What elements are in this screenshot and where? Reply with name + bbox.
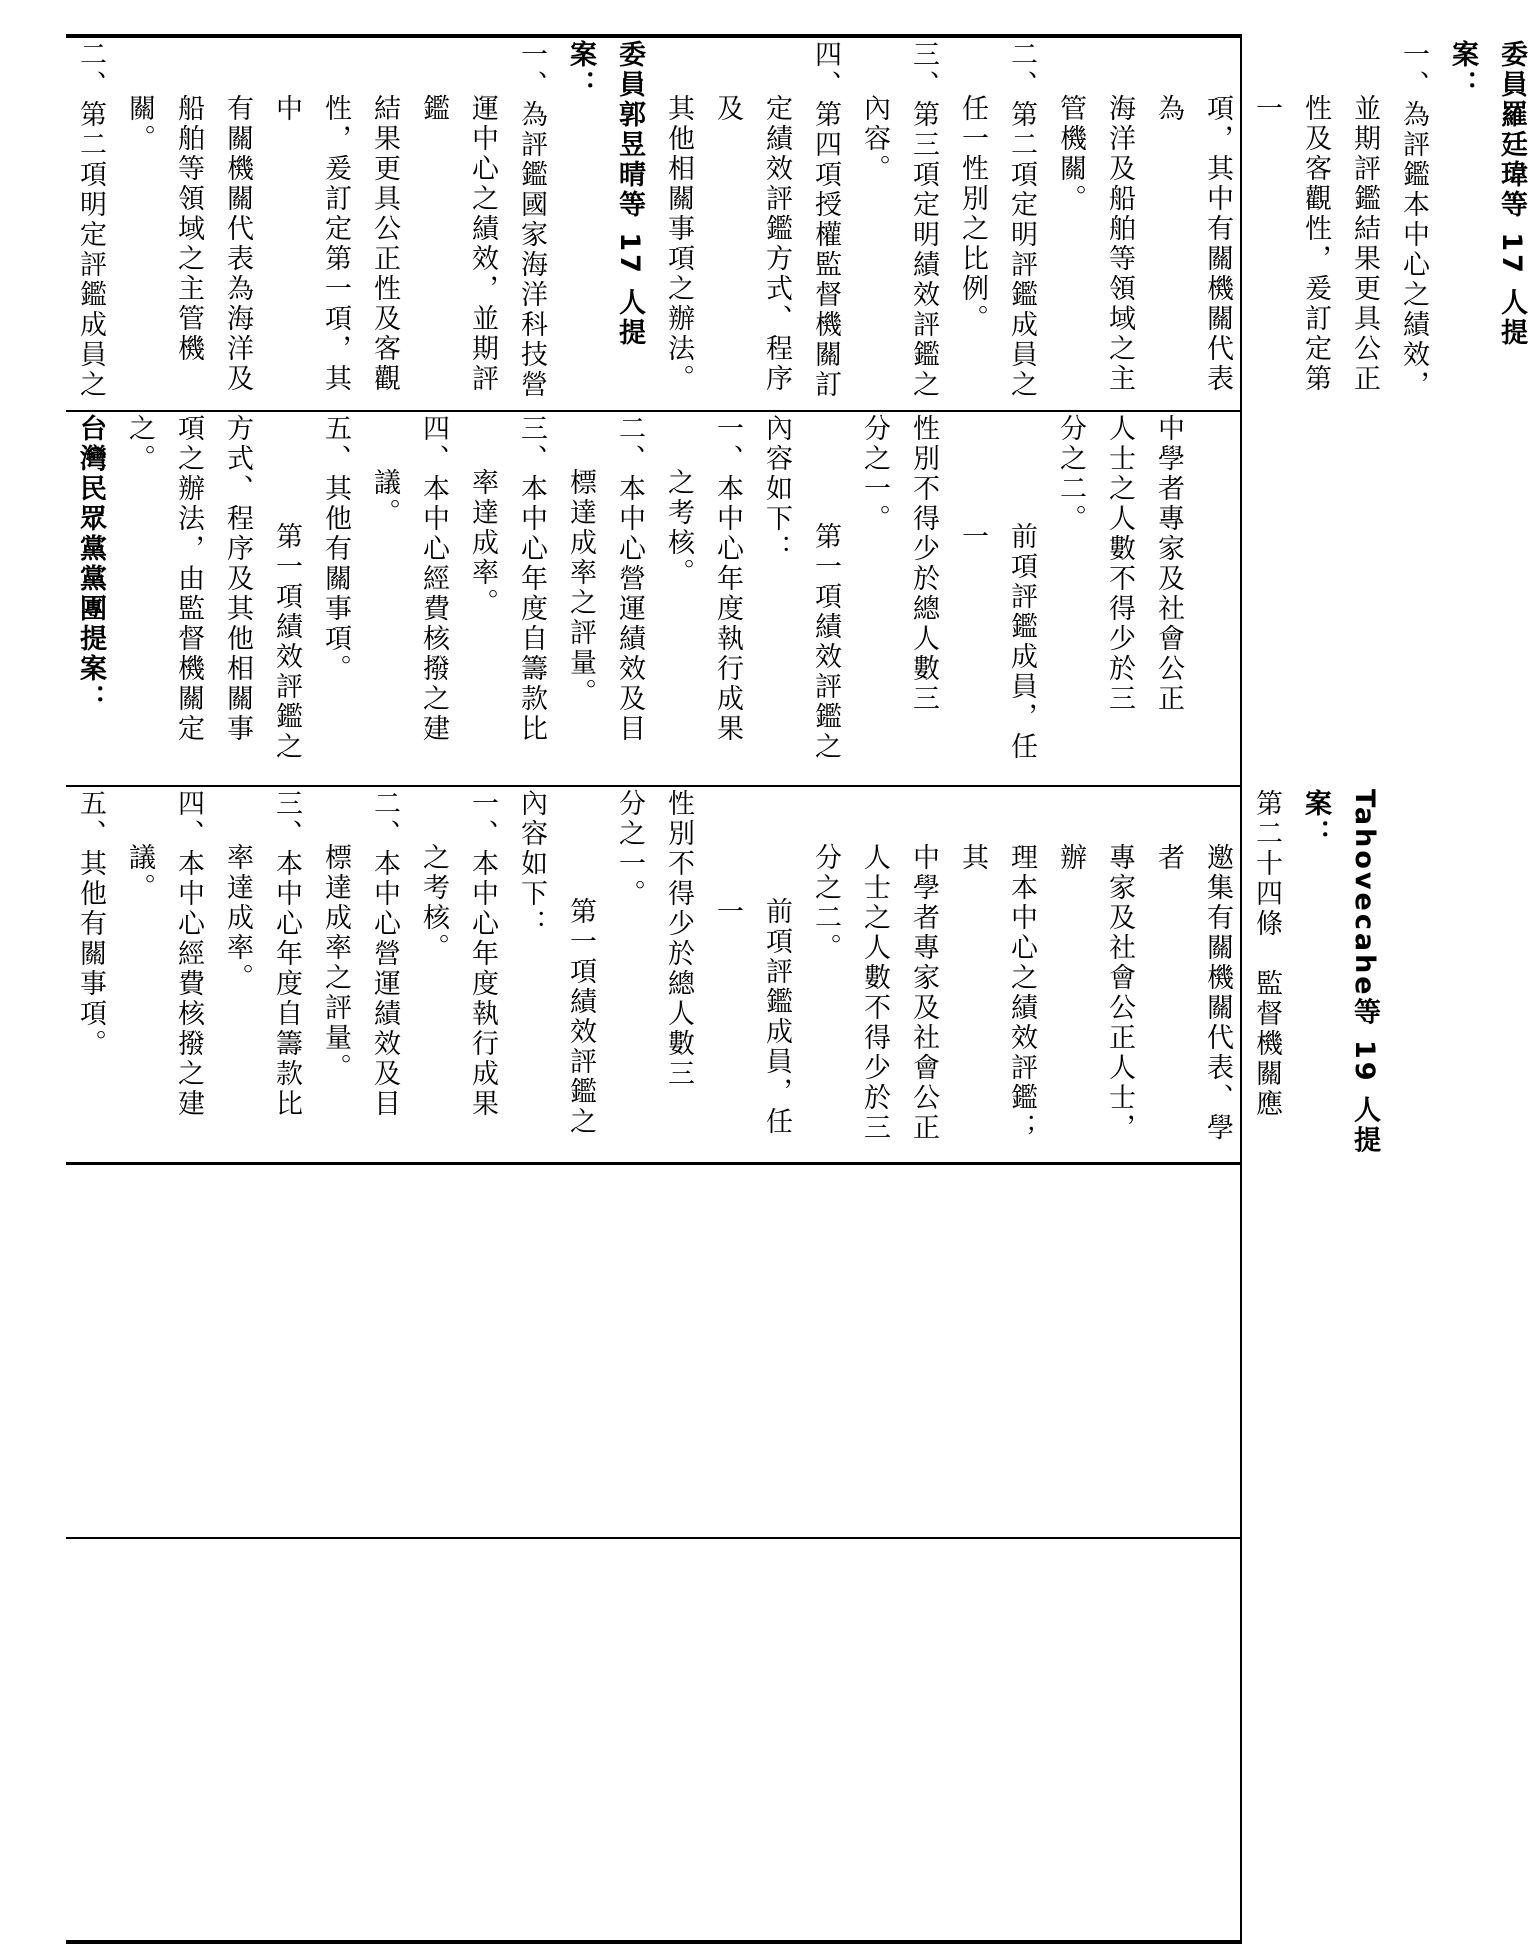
text-line: 五、其他有關事項。 [320, 414, 351, 684]
text-line: 運中心之績效，並期評鑑 [418, 94, 498, 394]
text-line: 分之二。 [810, 843, 841, 963]
text-line: 率達成率。 [222, 843, 253, 993]
text-line: 二、第二項定明評鑑成員之 [1006, 40, 1037, 400]
column-middle-text [66, 414, 1193, 782]
text-line: 第一項績效評鑑之 [810, 522, 841, 762]
column-right [66, 40, 1527, 408]
text-line: 定績效評鑑方式、程序及 [712, 94, 792, 394]
text-line: 內容如下： [516, 789, 547, 939]
text-line: 分之一。 [614, 789, 645, 909]
text-line: 海洋及船舶等領域之主 [1104, 94, 1135, 394]
text-line: 性別不得少於總人數三 [663, 789, 694, 1089]
text-line: 一、本中心年度執行成果 [712, 414, 743, 744]
text-line: 第一項績效評鑑之 [271, 522, 302, 762]
text-line: 第一項績效評鑑之 [565, 897, 596, 1137]
text-line: 率達成率。 [467, 468, 498, 618]
text-line: 內容如下： [761, 414, 792, 564]
text-line: 之考核。 [663, 468, 694, 588]
text-line: 分之一。 [859, 414, 890, 534]
bottom-border [66, 1940, 1242, 1944]
section-divider-4 [66, 1537, 1242, 1539]
text-line: 三、第三項定明績效評鑑之 [908, 40, 939, 400]
text-line: 二、本中心營運績效及目 [614, 414, 645, 744]
proposal-heading: Tahovecahe等 19 人提案： [1300, 789, 1380, 1156]
text-line: 標達成率之評量。 [565, 468, 596, 708]
text-line: 之。 [124, 414, 155, 474]
text-line: 管機關。 [1055, 94, 1086, 214]
text-line: 四、第四項授權監督機關訂 [810, 40, 841, 400]
text-line: 項之辦法，由監督機關定 [173, 414, 204, 744]
text-line: 四、本中心經費核撥之建 [173, 789, 204, 1119]
text-line: 其他相關事項之辦法。 [663, 94, 694, 394]
section-divider-1 [66, 410, 1242, 412]
text-line: 專家及社會公正人士，辦 [1055, 843, 1135, 1143]
section-divider-2 [66, 785, 1242, 787]
text-line: 三、本中心年度自籌款比 [516, 414, 547, 744]
text-line: 五、其他有關事項。 [75, 789, 106, 1059]
text-line: 性別不得少於總人數三 [908, 414, 939, 714]
column-left-text [66, 789, 1389, 1159]
text-line: 前項評鑑成員，任一 [957, 522, 1037, 762]
text-line: 內容。 [859, 94, 890, 184]
text-line: 一、為評鑑本中心之績效， [1398, 40, 1429, 400]
text-line: 二、本中心營運績效及目 [369, 789, 400, 1119]
text-line: 性，爰訂定第一項，其中 [271, 94, 351, 394]
text-line: 三、本中心年度自籌款比 [271, 789, 302, 1119]
column-right-text [66, 40, 1536, 408]
text-line: 議。 [369, 468, 400, 528]
text-line: 議。 [124, 843, 155, 903]
text-line: 二、第二項明定評鑑成員之 [75, 40, 106, 400]
text-line: 中學者專家及社會公正 [908, 843, 939, 1143]
text-line: 結果更具公正性及客觀 [369, 94, 400, 394]
text-line: 並期評鑑結果更具公正 [1349, 94, 1380, 394]
section-divider-3 [66, 1162, 1242, 1165]
text-line: 前項評鑑成員，任一 [712, 897, 792, 1137]
text-line: 性及客觀性，爰訂定第一 [1251, 94, 1331, 394]
text-line: 人士之人數不得少於三 [859, 843, 890, 1143]
text-line: 之考核。 [418, 843, 449, 963]
text-line: 有關機關代表為海洋及 [222, 94, 253, 394]
text-line: 一、本中心年度執行成果 [467, 789, 498, 1119]
column-left [66, 789, 1380, 1159]
top-border [66, 34, 1242, 38]
text-line: 理本中心之績效評鑑；其 [957, 843, 1037, 1143]
text-line: 一、為評鑑國家海洋科技營 [516, 40, 547, 400]
column-middle [66, 414, 1240, 782]
text-line: 中學者專家及社會公正 [1153, 414, 1184, 714]
text-line: 分之二。 [1055, 414, 1086, 534]
text-line: 標達成率之評量。 [320, 843, 351, 1083]
text-line: 第二十四條 監督機關應 [1251, 789, 1282, 1119]
text-line: 項，其中有關機關代表為 [1153, 94, 1233, 394]
proposal-heading: 台灣民眾黨黨團提案： [75, 414, 106, 714]
text-line: 任一性別之比例。 [957, 94, 988, 334]
text-line: 方式、程序及其他相關事 [222, 414, 253, 744]
text-line: 人士之人數不得少於三 [1104, 414, 1135, 714]
text-line: 邀集有關機關代表、學者 [1153, 843, 1233, 1143]
proposal-heading: 委員郭昱晴等 17 人提案： [565, 40, 645, 349]
text-line: 船舶等領域之主管機關。 [124, 94, 204, 364]
proposal-heading: 委員羅廷瑋等 17 人提案： [1447, 40, 1527, 349]
text-line: 四、本中心經費核撥之建 [418, 414, 449, 744]
